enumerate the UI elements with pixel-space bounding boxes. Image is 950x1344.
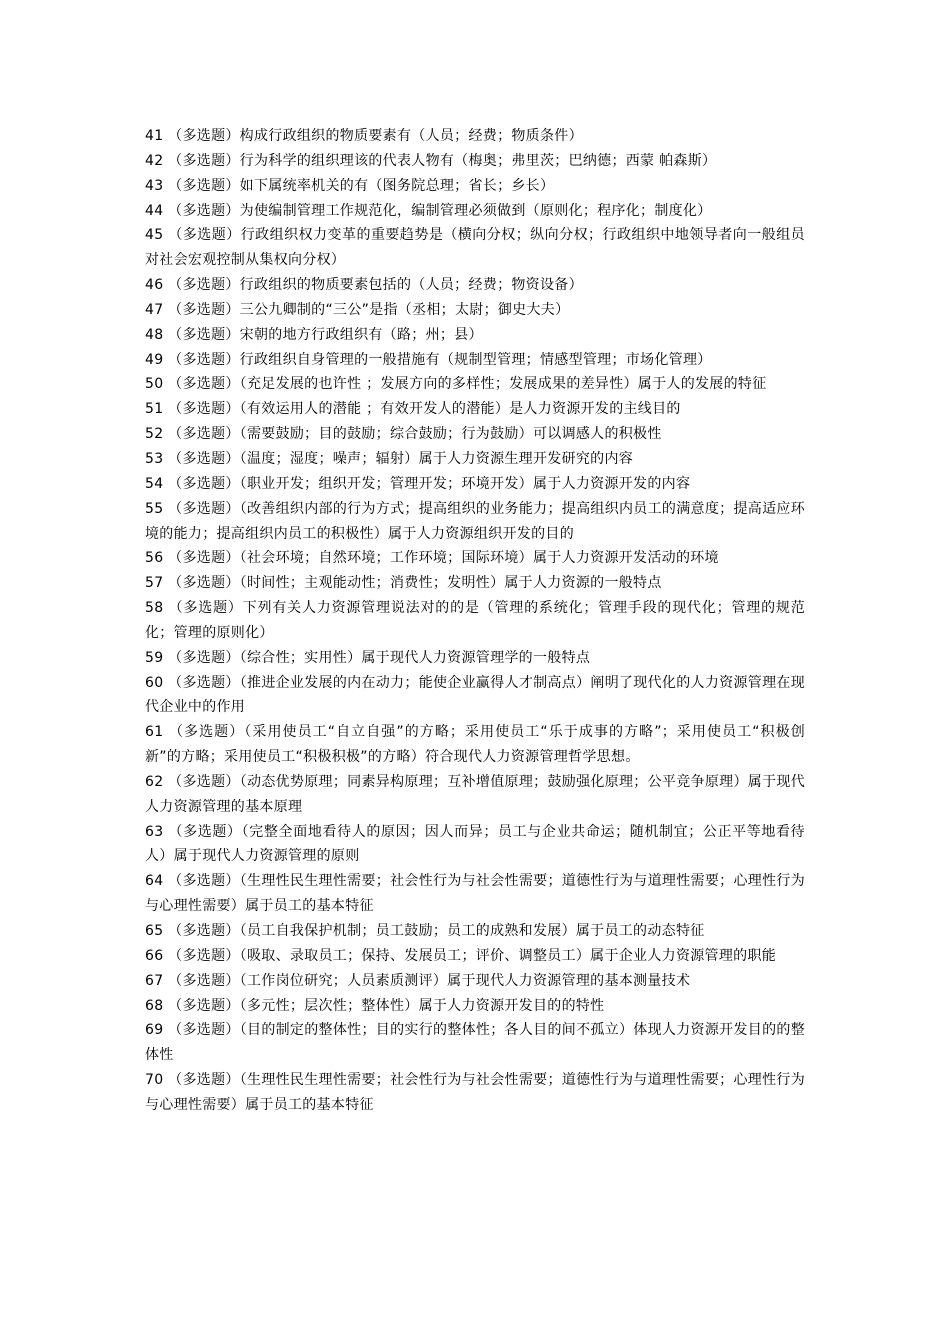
question-item-49: 49 （多选题）行政组织自身管理的一般措施有（规制型管理；情感型管理；市场化管理） xyxy=(145,351,712,368)
question-item-64: 64 （多选题）（生理性民生理性需要；社会性行为与社会性需要；道德性行为与道理性需要；心理性行为与心理性需要）属于员工的基本特征 xyxy=(145,873,805,915)
question-item-51: 51 （多选题）（有效运用人的潜能 ；有效开发人的潜能）是人力资源开发的主线目的 xyxy=(145,401,681,418)
question-item-46: 46 （多选题）行政组织的物质要素包括的（人员；经费；物资设备） xyxy=(145,277,583,294)
question-item-42: 42 （多选题）行为科学的组织理该的代表人物有（梅奥；弗里茨；巴纳德；西蒙 帕森斯） xyxy=(145,152,717,169)
question-item-61: 61 （多选题）（采用使员工“自立自强”的方略；采用使员工“乐于成事的方略”；采用使员工“积极创新”的方略；采用使员工“积极积极”的方略）符合现代人力资源管理哲学思想。 xyxy=(145,724,805,766)
question-item-59: 59 （多选题）（综合性；实用性）属于现代人力资源管理学的一般特点 xyxy=(145,649,591,666)
question-item-70: 70 （多选题）（生理性民生理性需要；社会性行为与社会性需要；道德性行为与道理性需要；心理性行为与心理性需要）属于员工的基本特征 xyxy=(145,1072,805,1113)
question-item-41: 41 （多选题）构成行政组织的物质要素有（人员；经费；物质条件） xyxy=(145,128,583,144)
question-item-54: 54 （多选题）（职业开发；组织开发；管理开发；环境开发）属于人力资源开发的内容 xyxy=(145,475,691,492)
question-item-47: 47 （多选题）三公九卿制的“三公”是指（丞相；太尉；御史大夫） xyxy=(145,301,570,318)
question-item-62: 62 （多选题）（动态优势原理；同素异构原理；互补增值原理；鼓励强化原理；公平竞争原理）属于现代人力资源管理的基本原理 xyxy=(145,773,805,815)
question-item-53: 53 （多选题）（温度；湿度；噪声；辐射）属于人力资源生理开发研究的内容 xyxy=(145,450,634,467)
question-item-43: 43 （多选题）如下属统率机关的有（图务院总理；省长；乡长） xyxy=(145,177,555,194)
question-item-50: 50 （多选题）（充足发展的也许性 ；发展方向的多样性；发展成果的差异性）属于人的发展的特征 xyxy=(145,376,767,393)
question-item-55: 55 （多选题）（改善组织内部的行为方式；提高组织的业务能力；提高组织内员工的满意度；提高适应环境的能力；提高组织内员工的积极性）属于人力资源组织开发的目的 xyxy=(145,500,805,542)
question-item-57: 57 （多选题）（时间性；主观能动性；消费性；发明性）属于人力资源的一般特点 xyxy=(145,575,662,592)
question-item-56: 56 （多选题）（社会环境；自然环境；工作环境；国际环境）属于人力资源开发活动的环境 xyxy=(145,550,719,567)
question-item-63: 63 （多选题）（完整全面地看待人的原因；因人而异；员工与企业共命运；随机制宜；公正平等地看待人）属于现代人力资源管理的原则 xyxy=(145,823,805,865)
question-item-67: 67 （多选题）（工作岗位研究；人员素质测评）属于现代人力资源管理的基本测量技术 xyxy=(145,972,691,989)
question-list xyxy=(145,124,805,1118)
question-item-58: 58 （多选题）下列有关人力资源管理说法对的的是（管理的系统化；管理手段的现代化；管理的规范化；管理的原则化） xyxy=(145,600,805,641)
question-item-66: 66 （多选题）（吸取、录取员工；保持、发展员工；评价、调整员工）属于企业人力资源管理的职能 xyxy=(145,947,777,964)
question-item-48: 48 （多选题）宋朝的地方行政组织有（路；州；县） xyxy=(145,326,483,343)
question-item-60: 60 （多选题）（推进企业发展的内在动力；能使企业赢得人才制高点）阐明了现代化的人力资源管理在现代企业中的作用 xyxy=(145,674,805,716)
question-item-68: 68 （多选题）（多元性；层次性；整体性）属于人力资源开发目的的特性 xyxy=(145,997,605,1014)
question-item-69: 69 （多选题）（目的制定的整体性；目的实行的整体性；各人目的间不孤立）体现人力资源开发目的的整体性 xyxy=(145,1022,805,1064)
question-item-45: 45 （多选题）行政组织权力变革的重要趋势是（横向分权；纵向分权；行政组织中地领导者向一般组员对社会宏观控制从集权向分权） xyxy=(145,227,805,269)
question-item-44: 44 （多选题）为使编制管理工作规范化，编制管理必须做到（原则化；程序化；制度化） xyxy=(145,202,712,219)
question-item-52: 52 （多选题）（需要鼓励；目的鼓励；综合鼓励；行为鼓励）可以调感人的积极性 xyxy=(145,426,662,443)
question-item-65: 65 （多选题）（员工自我保护机制；员工鼓励；员工的成熟和发展）属于员工的动态特征 xyxy=(145,923,705,939)
